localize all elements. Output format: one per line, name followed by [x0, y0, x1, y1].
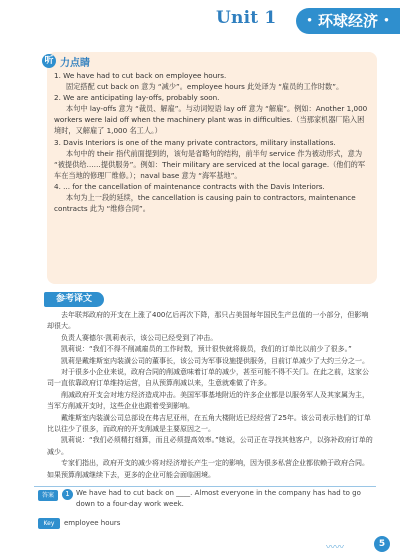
translation-paragraph: 专家们指出，政府开支的减少将对经济增长产生一定的影响，因为很多私营企业都依赖于政府合同。如果预算削减继续下去，更多的企业可能会面临困境。 — [47, 459, 369, 479]
listening-point: 1. We have had to cut back on employee hours. — [54, 71, 227, 80]
translation-paragraph: 戴维斯室内装潢公司总部设在弗吉尼亚州，在五角大楼附近已经经营了25年。该公司表示他们的订单比以往少了很多，而政府的开支削减是主要原因之一。 — [47, 413, 371, 434]
listening-note: 本句为上一段的延续，the cancellation is causing pain to contractors, maintenance contracts 此为 “维修合同”。 — [54, 193, 356, 214]
translation-paragraph: 凯莉说：“我们必须精打细算，而且必须提高效率。”她说，公司正在寻找其他客户，以弥补政府订单的减少。 — [47, 436, 373, 456]
answer-badge: 答案 — [38, 490, 58, 501]
unit-topic: 环球经济 — [317, 12, 378, 30]
listening-header — [42, 53, 90, 69]
translation-paragraph: 凯莉说：“我们不得不削减雇员的工作时数，预计很快就将裁员，我们的订单比以前少了很多。” — [61, 345, 352, 354]
bullet-icon: • — [383, 15, 390, 27]
listening-note: 固定搭配 cut back on 意为 “减少”。employee hours 此处译为 “雇员的工作时数”。 — [66, 82, 344, 92]
listening-title: 力点睛 — [60, 57, 90, 69]
key-text: employee hours — [64, 519, 121, 527]
bullet-icon: • — [306, 15, 313, 27]
translation-label: 参考译文 — [44, 292, 104, 307]
translation-paragraph: 削减政府开支会对地方经济造成冲击。美国军事基地附近的许多企业都是以服务军人及其家属为主，当军方削减开支时，这些企业也跟着受到影响。 — [47, 390, 369, 411]
wave-decoration-icon: 〰〰 — [326, 543, 345, 553]
listening-note: 本句中 lay-offs 意为 “裁员、解雇”。与动词短语 lay off 意为 “解雇”。例如：Another 1,000 workers were laid off when the machinery plant was in difficulties.（当那家机器厂陷入困境时，又解雇了 1,000 名工人。） — [54, 104, 368, 136]
listening-point: 4. ... for the cancellation of maintenance contracts with the Davis Interiors. — [54, 181, 325, 191]
listen-icon: 听 — [42, 54, 56, 68]
translation-paragraph: 去年联邦政府的开支在上涨了400亿后再次下降，那只占美国每年国民生产总值的一小部分，但影响却很大。 — [47, 311, 369, 331]
answer-number: 1 — [62, 489, 73, 500]
listening-note: 本句中的 their 指代前面提到的，该句是省略句的结构，前半句 service 作为被动形式，意为 “被提供给……提供服务”。例如：Their military are serviced at the local garage.（他们的军车在当地的修理厂维修。）；naval base 意为 “海军基地”。 — [54, 148, 366, 180]
answer-text: We have had to cut back on ____. Almost everyone in the company has had to go down to a four-day work week. — [76, 489, 361, 508]
key-badge: Key — [38, 518, 60, 529]
translation-paragraph: 凯莉是戴维斯室内装潢公司的董事长，该公司为军事设施提供服务，目前订单减少了大约三分之一。 — [61, 356, 369, 365]
translation-paragraph: 负责人赛德尔·凯莉表示，该公司已经受到了冲击。 — [61, 333, 218, 342]
page-number: 5 — [374, 536, 390, 552]
unit-topic-tab — [296, 8, 400, 34]
listening-body — [54, 70, 370, 214]
listening-point: 2. We are anticipating lay-offs, probably soon. — [54, 93, 220, 103]
unit-title: Unit 1 — [216, 8, 277, 28]
listening-point: 3. Davis Interiors is one of the many private contractors, military installations. — [54, 137, 336, 147]
translation-paragraph: 对于很多小企业来说，政府合同的削减意味着订单的减少，甚至可能不得不关门。在此之前，这家公司一直依靠政府订单维持运营，自从预算削减以来，生意就难做了许多。 — [47, 368, 369, 388]
translation-body — [47, 310, 375, 481]
